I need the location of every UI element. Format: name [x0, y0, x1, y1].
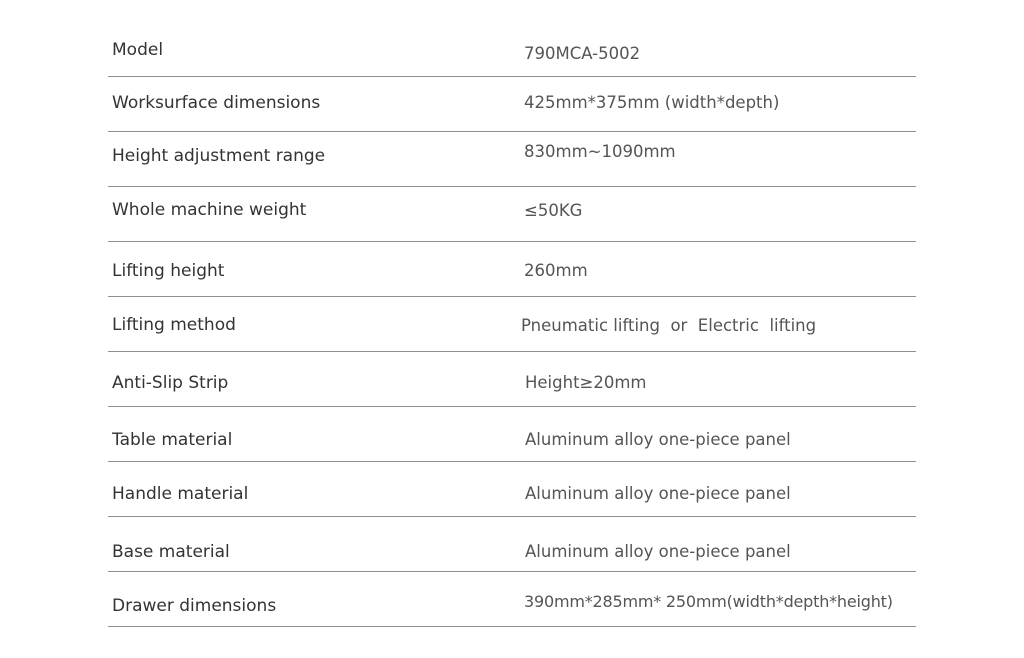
spec-value: Aluminum alloy one-piece panel: [525, 430, 791, 449]
spec-row-drawer-dimensions: [108, 572, 916, 627]
spec-label: Table material: [112, 430, 233, 450]
spec-row-model: [108, 22, 916, 77]
spec-label: Lifting height: [112, 261, 225, 281]
spec-label: Height adjustment range: [112, 146, 326, 166]
spec-label: Worksurface dimensions: [112, 93, 321, 113]
spec-value: Aluminum alloy one-piece panel: [525, 542, 791, 561]
spec-table: [108, 22, 916, 627]
spec-label: Model: [112, 40, 164, 60]
spec-row-lifting-height: [108, 242, 916, 297]
spec-row-height-adjustment-range: [108, 132, 916, 187]
spec-value: Height≥20mm: [525, 373, 647, 392]
spec-label: Base material: [112, 542, 230, 562]
spec-value: 425mm*375mm (width*depth): [524, 93, 780, 112]
spec-value: Pneumatic lifting or Electric lifting: [521, 316, 817, 335]
spec-label: Handle material: [112, 484, 249, 504]
spec-value: 830mm~1090mm: [524, 142, 676, 161]
spec-row-lifting-method: [108, 297, 916, 352]
spec-value: ≤50KG: [524, 201, 583, 220]
spec-label: Drawer dimensions: [112, 596, 277, 616]
spec-row-anti-slip-strip: [108, 352, 916, 407]
spec-row-worksurface-dimensions: [108, 77, 916, 132]
spec-label: Lifting method: [112, 315, 236, 335]
spec-value: 790MCA-5002: [524, 44, 641, 63]
spec-row-whole-machine-weight: [108, 187, 916, 242]
spec-label: Whole machine weight: [112, 200, 307, 220]
spec-row-base-material: [108, 517, 916, 572]
spec-label: Anti-Slip Strip: [112, 373, 229, 393]
spec-value: Aluminum alloy one-piece panel: [525, 484, 791, 503]
spec-value: 260mm: [524, 261, 588, 280]
spec-row-table-material: [108, 407, 916, 462]
spec-row-handle-material: [108, 462, 916, 517]
spec-value: 390mm*285mm* 250mm(width*depth*height): [524, 592, 893, 611]
